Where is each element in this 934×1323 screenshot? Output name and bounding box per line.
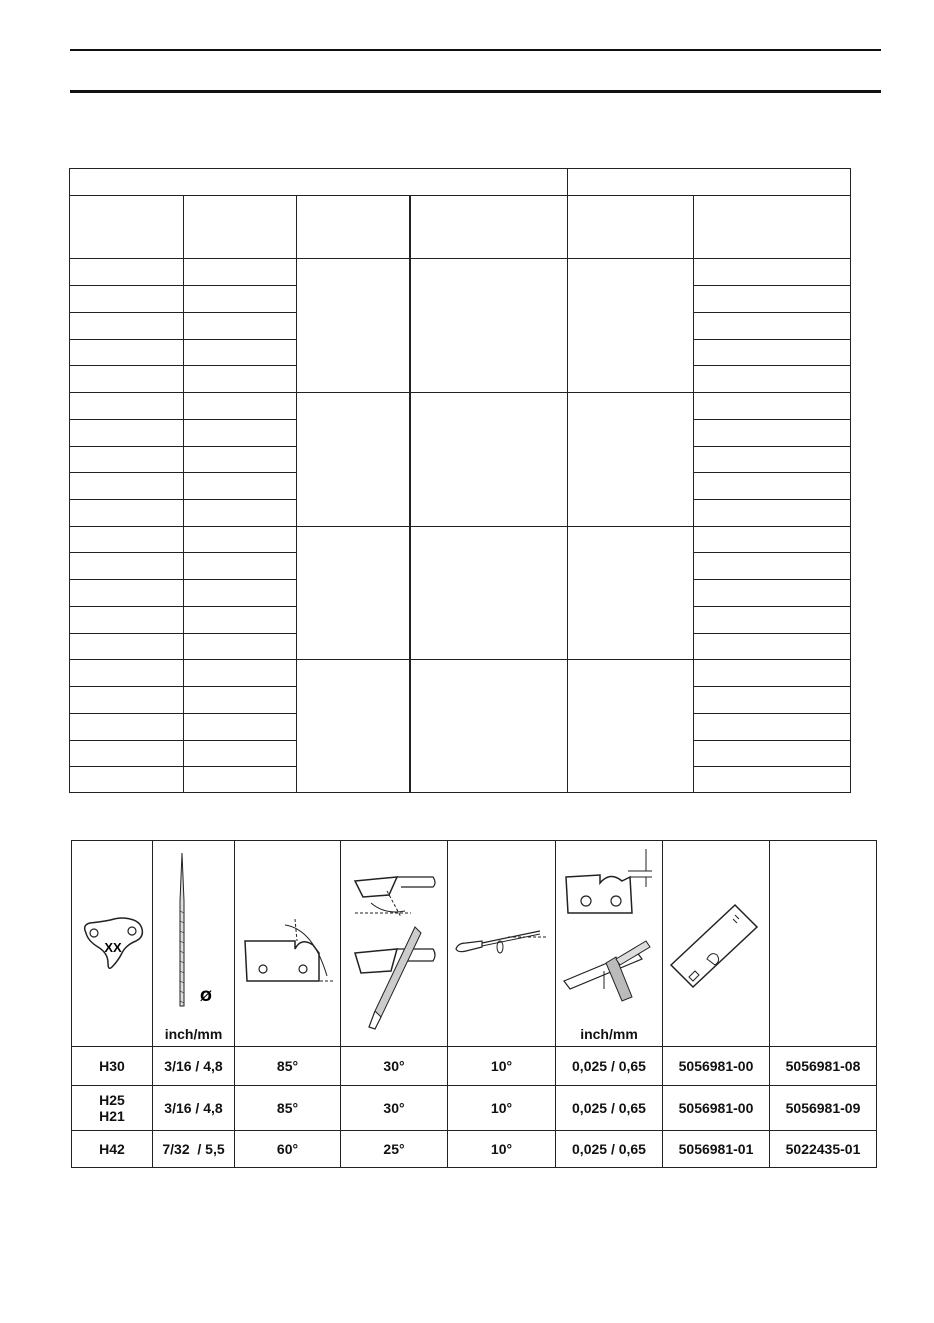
file-holder-cell xyxy=(448,841,556,1047)
sharpening-spec-table xyxy=(71,840,877,1168)
file-icon-cell xyxy=(153,841,235,1047)
part-cell: 5022435-01 xyxy=(770,1131,877,1168)
table-row xyxy=(72,1047,877,1086)
file-size-cell: 3/16 / 4,8 xyxy=(153,1086,235,1131)
top-angle-cell: 85° xyxy=(235,1086,341,1131)
tilt-cell: 10° xyxy=(448,1086,556,1131)
sharp-angle-cell: 30° xyxy=(341,1086,448,1131)
file-unit-label: inch/mm xyxy=(164,1026,223,1042)
part-cell: 5056981-09 xyxy=(770,1086,877,1131)
sharp-angle-cell: 25° xyxy=(341,1131,448,1168)
header-rule-bottom xyxy=(70,90,881,93)
chain-code-cell: H30 xyxy=(72,1047,153,1086)
table-row xyxy=(72,1086,877,1131)
depth-cell: 0,025 / 0,65 xyxy=(556,1086,663,1131)
part-cell: 5056981-08 xyxy=(770,1047,877,1086)
file-size-cell: 7/32 / 5,5 xyxy=(153,1131,235,1168)
chain-xx-label: XX xyxy=(104,940,122,955)
depth-gauge-tool-icon xyxy=(663,841,770,1046)
gauge-cell: 5056981-00 xyxy=(663,1086,770,1131)
tilt-cell: 10° xyxy=(448,1131,556,1168)
chain-code-cell: H42 xyxy=(72,1131,153,1168)
chain-icon-cell xyxy=(72,841,153,1047)
sharpening-angle-icon xyxy=(341,841,448,1046)
sharpening-angle-cell xyxy=(341,841,448,1047)
grid-lines xyxy=(69,168,851,793)
table-row xyxy=(72,1131,877,1168)
gauge-tool-cell xyxy=(663,841,770,1047)
file-holder-icon xyxy=(448,841,556,1046)
diameter-symbol: Ø xyxy=(200,989,212,1005)
part-number-icon-cell xyxy=(770,841,877,1047)
gauge-cell: 5056981-00 xyxy=(663,1047,770,1086)
depth-cell: 0,025 / 0,65 xyxy=(556,1131,663,1168)
sharp-angle-cell: 30° xyxy=(341,1047,448,1086)
top-plate-angle-icon xyxy=(235,841,341,1046)
depth-gauge-cell xyxy=(556,841,663,1047)
depth-cell: 0,025 / 0,65 xyxy=(556,1047,663,1086)
file-size-cell: 3/16 / 4,8 xyxy=(153,1047,235,1086)
top-angle-cell: 60° xyxy=(235,1131,341,1168)
top-angle-cell: 85° xyxy=(235,1047,341,1086)
chain-link-icon xyxy=(72,841,153,1046)
gauge-cell: 5056981-01 xyxy=(663,1131,770,1168)
depth-unit-label: inch/mm xyxy=(580,1026,638,1042)
tilt-cell: 10° xyxy=(448,1047,556,1086)
header-rule-top xyxy=(70,49,881,51)
depth-gauge-icon xyxy=(556,841,663,1046)
top-plate-angle-cell xyxy=(235,841,341,1047)
round-file-icon xyxy=(153,841,235,1046)
blank-grid-table xyxy=(69,168,851,793)
chain-code-cell: H25 H21 xyxy=(72,1086,153,1131)
